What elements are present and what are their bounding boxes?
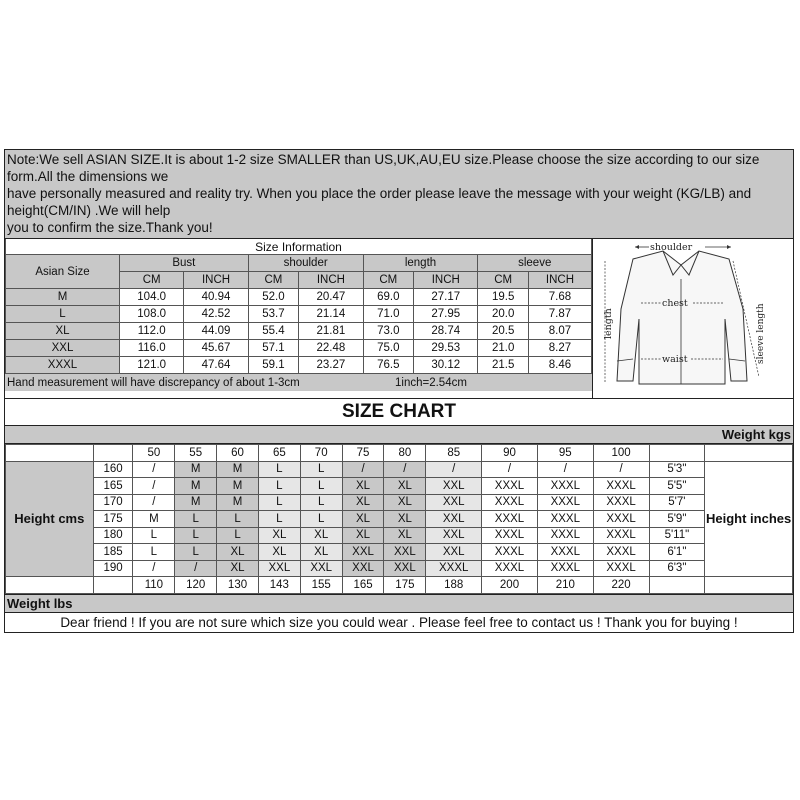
size-cell: L (258, 511, 300, 528)
height-cm: 170 (93, 494, 133, 511)
measurement-value: 27.17 (414, 289, 478, 306)
group-header-sleeve: sleeve (478, 255, 592, 272)
measurement-value: 75.0 (363, 340, 414, 357)
height-cm: 160 (93, 461, 133, 478)
size-cell: XL (342, 511, 384, 528)
weight-lb-header: 200 (482, 577, 538, 594)
size-cell: XXXL (537, 494, 593, 511)
group-header-bust: Bust (120, 255, 249, 272)
weight-lb-header: 165 (342, 577, 384, 594)
note-line: form.All the dimensions we (7, 169, 169, 184)
size-cell: XXL (384, 560, 426, 577)
size-cell: M (175, 494, 217, 511)
note-line: height(CM/IN) .We will help (7, 203, 171, 218)
measurement-value: 28.74 (414, 323, 478, 340)
size-cell: / (133, 461, 175, 478)
hand-measurement-note (5, 374, 592, 391)
blank-cell (93, 445, 133, 462)
height-cms-label: Height cms (6, 461, 94, 577)
measurement-value: 7.68 (528, 289, 591, 306)
height-cm: 165 (93, 478, 133, 495)
weight-lb-header: 210 (537, 577, 593, 594)
unit-header: CM (478, 272, 529, 289)
unit-header: INCH (528, 272, 591, 289)
measurement-value: 104.0 (120, 289, 184, 306)
blank-cell (705, 445, 793, 462)
measurement-value: 52.0 (248, 289, 299, 306)
contact-message: Dear friend ! If you are not sure which size you could wear . Please feel free to contact us ! Thank you for buying ! (60, 614, 738, 630)
size-cell: XXL (300, 560, 342, 577)
size-cell: XXL (426, 511, 482, 528)
size-cell: XL (384, 494, 426, 511)
size-cell: / (426, 461, 482, 478)
size-chart-title: SIZE CHART (5, 399, 793, 426)
note-line: have personally measured and reality try. When you place the order please leave the message with your weight (KG/LB) and (7, 186, 752, 201)
size-cell: XXXL (593, 511, 649, 528)
measurement-value: 7.87 (528, 306, 591, 323)
weight-lb-header: 120 (175, 577, 217, 594)
size-cell: XL (342, 478, 384, 495)
unit-header: INCH (184, 272, 248, 289)
size-cell: XL (217, 544, 259, 561)
discrepancy-text: Hand measurement will have discrepancy of about 1-3cm (7, 376, 300, 389)
size-cell: XL (384, 478, 426, 495)
measurement-value: 20.47 (299, 289, 363, 306)
chart-row (6, 461, 793, 478)
height-inch: 5'5" (649, 478, 705, 495)
height-inch: 6'3" (649, 560, 705, 577)
blank-cell (6, 445, 94, 462)
size-cell: XXXL (537, 511, 593, 528)
size-cell: L (300, 494, 342, 511)
size-cell: XXL (258, 560, 300, 577)
weight-lbs-label: Weight lbs (5, 594, 793, 613)
size-cell: / (133, 478, 175, 495)
blank-cell (705, 577, 793, 594)
measurement-value: 112.0 (120, 323, 184, 340)
unit-header: INCH (414, 272, 478, 289)
size-label: XL (6, 323, 120, 340)
size-cell: L (258, 478, 300, 495)
size-cell: L (258, 494, 300, 511)
chart-row (6, 560, 793, 577)
size-cell: XL (342, 527, 384, 544)
weight-kgs-label: Weight kgs (5, 426, 793, 444)
size-cell: L (133, 544, 175, 561)
measurement-value: 53.7 (248, 306, 299, 323)
size-cell: XXXL (482, 478, 538, 495)
blank-cell (649, 445, 705, 462)
weight-lb-header: 188 (426, 577, 482, 594)
size-cell: XXXL (537, 560, 593, 577)
weight-kg-header: 80 (384, 445, 426, 462)
size-cell: XL (217, 560, 259, 577)
shoulder-label: shoulder (650, 242, 693, 253)
note-line: you to confirm the size.Thank you! (7, 220, 213, 235)
measurement-value: 8.27 (528, 340, 591, 357)
chart-row (6, 494, 793, 511)
measurement-value: 19.5 (478, 289, 529, 306)
size-row (6, 357, 592, 374)
weight-kg-header: 65 (258, 445, 300, 462)
height-inch: 6'1" (649, 544, 705, 561)
chest-label: chest (662, 298, 688, 309)
size-cell: XXL (426, 494, 482, 511)
size-label: XXL (6, 340, 120, 357)
size-cell: XL (258, 527, 300, 544)
asian-size-header: Asian Size (6, 255, 120, 289)
measurement-value: 55.4 (248, 323, 299, 340)
size-cell: XXXL (593, 494, 649, 511)
height-cm: 175 (93, 511, 133, 528)
size-cell: XXL (426, 527, 482, 544)
unit-header: CM (248, 272, 299, 289)
size-cell: L (175, 544, 217, 561)
size-cell: XXXL (593, 478, 649, 495)
weight-kg-header: 95 (537, 445, 593, 462)
size-cell: / (175, 560, 217, 577)
measurement-value: 21.81 (299, 323, 363, 340)
size-cell: XXXL (482, 494, 538, 511)
measurement-value: 40.94 (184, 289, 248, 306)
size-row (6, 306, 592, 323)
measurement-value: 73.0 (363, 323, 414, 340)
size-cell: L (300, 478, 342, 495)
measurement-value: 42.52 (184, 306, 248, 323)
inch-conversion: 1inch=2.54cm (395, 376, 467, 389)
measurement-value: 116.0 (120, 340, 184, 357)
sleeve-length-label: sleeve length (756, 303, 766, 364)
height-cm: 185 (93, 544, 133, 561)
size-cell: XXXL (426, 560, 482, 577)
measurement-value: 57.1 (248, 340, 299, 357)
weight-lb-header: 143 (258, 577, 300, 594)
measurement-value: 47.64 (184, 357, 248, 374)
chart-row (6, 527, 793, 544)
measurement-value: 59.1 (248, 357, 299, 374)
chart-row (6, 544, 793, 561)
size-cell: M (175, 478, 217, 495)
measurement-value: 20.0 (478, 306, 529, 323)
size-cell: / (593, 461, 649, 478)
size-cell: M (217, 461, 259, 478)
measurement-value: 108.0 (120, 306, 184, 323)
measurement-value: 23.27 (299, 357, 363, 374)
unit-header: CM (363, 272, 414, 289)
measurement-value: 44.09 (184, 323, 248, 340)
size-cell: M (217, 478, 259, 495)
size-cell: L (217, 527, 259, 544)
measurement-value: 45.67 (184, 340, 248, 357)
size-cell: XXXL (593, 544, 649, 561)
size-cell: XXL (426, 478, 482, 495)
weight-lb-header: 130 (217, 577, 259, 594)
group-header-shoulder: shoulder (248, 255, 363, 272)
shirt-diagram (593, 239, 793, 398)
height-inch: 5'9" (649, 511, 705, 528)
weight-lb-header: 175 (384, 577, 426, 594)
size-information-table (5, 239, 592, 374)
size-cell: XXXL (537, 478, 593, 495)
note-block (5, 150, 793, 239)
size-cell: XXXL (593, 560, 649, 577)
size-cell: L (217, 511, 259, 528)
size-cell: XXXL (537, 544, 593, 561)
weight-lb-header: 110 (133, 577, 175, 594)
size-cell: / (133, 560, 175, 577)
size-cell: XXXL (482, 544, 538, 561)
size-cell: XXXL (593, 527, 649, 544)
size-cell: M (217, 494, 259, 511)
size-row (6, 323, 592, 340)
shirt-diagram-illustration (593, 239, 793, 396)
size-row (6, 289, 592, 306)
size-chart-grid (5, 444, 793, 594)
height-inch: 5'3" (649, 461, 705, 478)
height-inch: 5'11" (649, 527, 705, 544)
blank-cell (649, 577, 705, 594)
size-information-title: Size Information (6, 239, 592, 255)
weight-kg-header: 70 (300, 445, 342, 462)
size-cell: / (384, 461, 426, 478)
measurement-value: 8.46 (528, 357, 591, 374)
size-cell: XL (384, 511, 426, 528)
size-cell: XXXL (482, 527, 538, 544)
size-cell: / (133, 494, 175, 511)
chart-row (6, 478, 793, 495)
height-inches-label: Height inches (705, 461, 793, 577)
measurement-value: 27.95 (414, 306, 478, 323)
size-cell: M (175, 461, 217, 478)
size-row (6, 340, 592, 357)
size-information-section (5, 239, 793, 399)
size-cell: L (175, 527, 217, 544)
size-cell: XL (300, 527, 342, 544)
blank-cell (6, 577, 94, 594)
size-cell: L (258, 461, 300, 478)
size-cell: XL (342, 494, 384, 511)
size-label: L (6, 306, 120, 323)
waist-label: waist (662, 354, 688, 365)
weight-kg-header: 75 (342, 445, 384, 462)
measurement-value: 8.07 (528, 323, 591, 340)
chart-row (6, 511, 793, 528)
measurement-value: 20.5 (478, 323, 529, 340)
size-cell: L (300, 461, 342, 478)
weight-kg-header: 100 (593, 445, 649, 462)
height-inch: 5'7' (649, 494, 705, 511)
size-cell: L (300, 511, 342, 528)
measurement-value: 71.0 (363, 306, 414, 323)
size-guide (4, 149, 794, 633)
measurement-value: 76.5 (363, 357, 414, 374)
measurement-value: 21.5 (478, 357, 529, 374)
blank-cell (93, 577, 133, 594)
weight-kg-header: 85 (426, 445, 482, 462)
measurement-value: 69.0 (363, 289, 414, 306)
size-cell: XXL (426, 544, 482, 561)
measurement-value: 30.12 (414, 357, 478, 374)
length-label: length (603, 308, 614, 339)
group-header-length: length (363, 255, 478, 272)
size-cell: XXXL (537, 527, 593, 544)
weight-lb-header: 220 (593, 577, 649, 594)
weight-lb-header: 155 (300, 577, 342, 594)
size-cell: XXXL (482, 560, 538, 577)
unit-header: INCH (299, 272, 363, 289)
height-cm: 180 (93, 527, 133, 544)
size-cell: XXL (384, 544, 426, 561)
size-cell: / (482, 461, 538, 478)
size-cell: XL (384, 527, 426, 544)
size-cell: / (537, 461, 593, 478)
height-cm: 190 (93, 560, 133, 577)
measurement-value: 29.53 (414, 340, 478, 357)
size-cell: L (175, 511, 217, 528)
weight-kg-header: 55 (175, 445, 217, 462)
size-cell: XL (258, 544, 300, 561)
size-cell: M (133, 511, 175, 528)
measurement-value: 21.14 (299, 306, 363, 323)
size-cell: XXL (342, 544, 384, 561)
size-cell: XL (300, 544, 342, 561)
weight-kg-header: 50 (133, 445, 175, 462)
size-cell: XXXL (482, 511, 538, 528)
size-label: M (6, 289, 120, 306)
size-cell: XXL (342, 560, 384, 577)
unit-header: CM (120, 272, 184, 289)
weight-kg-header: 90 (482, 445, 538, 462)
measurement-value: 22.48 (299, 340, 363, 357)
weight-kg-header: 60 (217, 445, 259, 462)
size-cell: L (133, 527, 175, 544)
measurement-value: 21.0 (478, 340, 529, 357)
size-cell: / (342, 461, 384, 478)
measurement-value: 121.0 (120, 357, 184, 374)
note-line: Note:We sell ASIAN SIZE.It is about 1-2 size SMALLER than US,UK,AU,EU size.Please choose the size according to our size (7, 152, 760, 167)
size-label: XXXL (6, 357, 120, 374)
